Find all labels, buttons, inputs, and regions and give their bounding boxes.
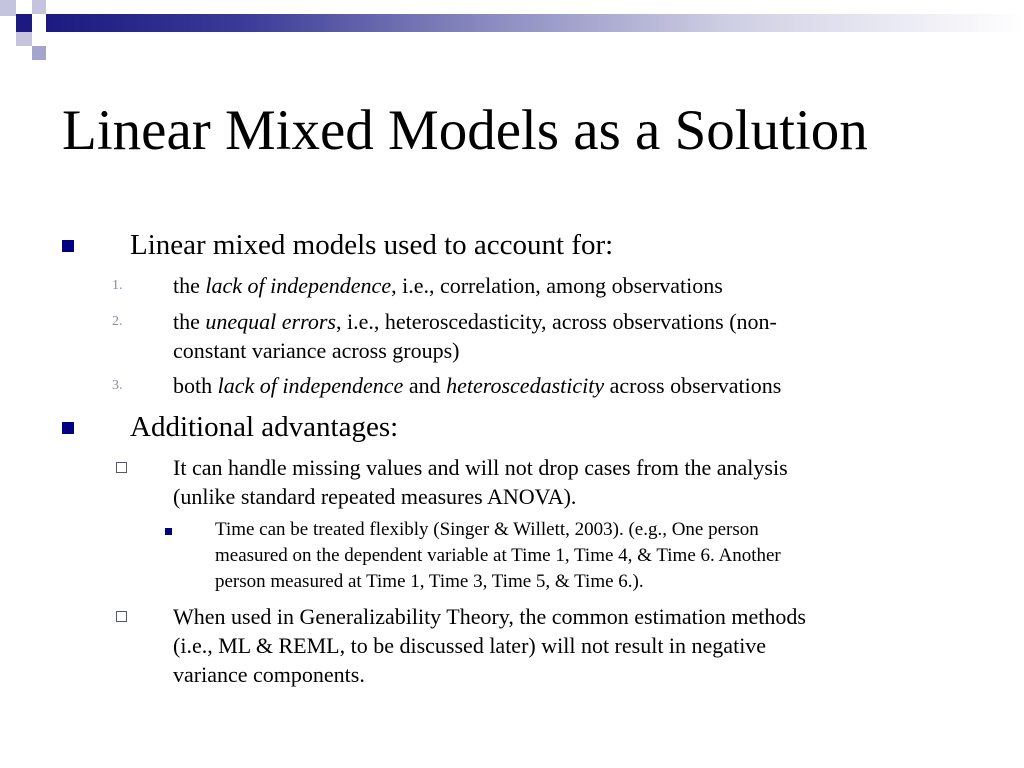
bullet-text: Linear mixed models used to account for: [130,229,614,261]
sub-bullet-text: It can handle missing values and will not drop cases from the analysis (unlike standard repeated measures ANOVA). [173,455,788,509]
square-bullet-icon [62,240,74,252]
hollow-square-bullet-icon [116,611,127,622]
bullet-text: Additional advantages: [130,411,399,443]
list-number: 3. [112,378,123,393]
small-square-bullet-icon [165,528,172,535]
sub-bullet-text: When used in Generalizability Theory, the common estimation methods (i.e., ML & REML, to be discussed later) will not result in negative variance components. [173,604,806,687]
numbered-item-text: the lack of independence, i.e., correlation, among observations [173,273,723,298]
sub-sub-bullet-text: Time can be treated flexibly (Singer & Willett, 2003). (e.g., One person measured on the dependent variable at Time 1, Time 4, & Time 6. Another person measured at Time 1, Time 3, Time 5, & Time 6.). [215,519,781,592]
hollow-square-bullet-icon [116,462,127,473]
numbered-item-text: both lack of independence and heteroscedasticity across observations [173,373,782,398]
numbered-item-text: the unequal errors, i.e., heteroscedasticity, across observations (non- constant variance across groups) [173,309,777,363]
header-decoration-square [16,32,32,46]
list-number: 1. [112,278,123,293]
header-decoration-square [16,14,32,32]
header-decoration-square [0,0,16,16]
square-bullet-icon [62,422,74,434]
list-number: 2. [112,314,123,329]
header-decoration-square [32,0,46,14]
header-decoration-square [32,46,46,60]
header-gradient-bar [46,14,1024,32]
slide-title: Linear Mixed Models as a Solution [62,99,868,162]
